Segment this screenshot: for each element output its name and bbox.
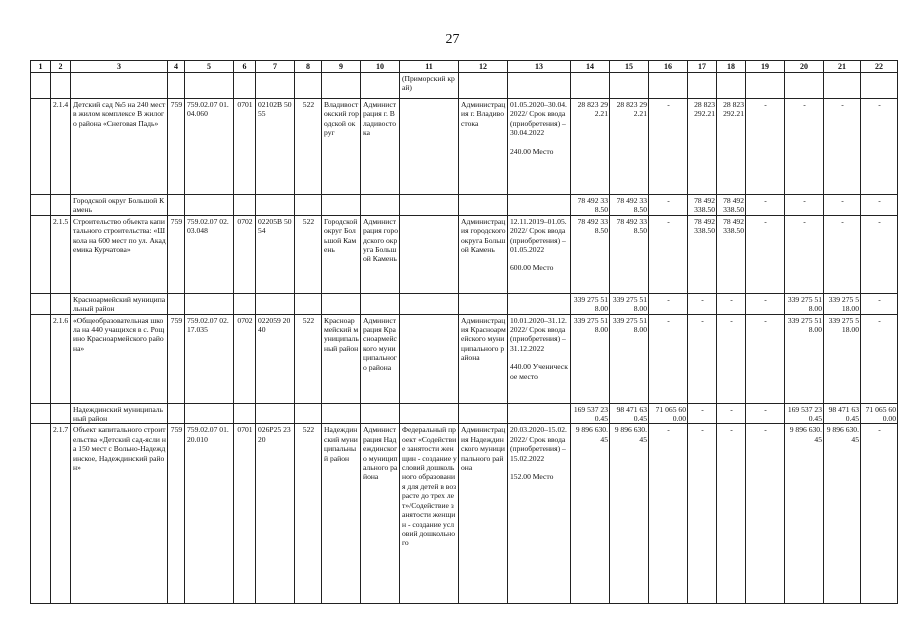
cell-col-6: 0702 [234,215,256,293]
cell-col-14: 9 896 630.45 [571,424,610,604]
cell-col-12 [459,73,508,99]
cell-col-16: - [649,99,688,195]
cell-col-11 [400,215,459,293]
table-row [31,99,898,195]
cell-col-12: Администрация г. Владивостока [459,99,508,195]
cell-col-10 [361,195,400,216]
cell-col-21: 9 896 630.45 [824,424,861,604]
capacity-text: 600.00 Место [510,263,554,273]
cell-col-21: 98 471 630.45 [824,403,861,424]
cell-col-22: 71 065 600.00 [861,403,898,424]
cell-col-21: 339 275 518.00 [824,314,861,403]
table-row [31,215,898,293]
cell-col-17 [688,73,717,99]
cell-col-20: 9 896 630.45 [785,424,824,604]
cell-col-20: 169 537 230.45 [785,403,824,424]
cell-col-19: - [746,403,785,424]
cell-col-3: «Общеобразовательная школа на 440 учащихся в с. Рощино Красноармейского района» [71,314,168,403]
cell-col-10: Администрация Красноармейского муниципального района [361,314,400,403]
column-number: 9 [322,61,361,73]
cell-col-17: - [688,293,717,314]
cell-col-9 [322,195,361,216]
cell-col-20: - [785,195,824,216]
cell-col-17: - [688,403,717,424]
column-number: 3 [71,61,168,73]
cell-col-3: Объект капитального строительства «Детский сад-ясли на 150 мест с Вольно-Надеждинское, Надеждинский район» [71,424,168,604]
cell-col-18: - [717,403,746,424]
cell-col-10 [361,403,400,424]
column-number: 13 [508,61,571,73]
cell-col-15: 78 492 338.50 [610,215,649,293]
cell-col-19 [746,73,785,99]
page-number: 27 [445,32,460,47]
cell-col-8: 522 [295,314,322,403]
cell-col-16: - [649,215,688,293]
column-number: 22 [861,61,898,73]
cell-col-8 [295,195,322,216]
cell-col-18 [717,73,746,99]
cell-col-18: - [717,293,746,314]
cell-col-9: Красноармейский муниципальный район [322,314,361,403]
cell-col-3: Детский сад №5 на 240 мест в жилом комплексе В жилого района «Снеговая Падь» [71,99,168,195]
column-number: 15 [610,61,649,73]
cell-col-7 [256,403,295,424]
cell-col-2 [51,403,71,424]
column-number: 10 [361,61,400,73]
cell-col-9 [322,403,361,424]
cell-col-14: 78 492 338.50 [571,215,610,293]
column-number: 8 [295,61,322,73]
cell-col-2 [51,73,71,99]
cell-col-7: 02205В 5054 [256,215,295,293]
cell-col-16: - [649,195,688,216]
cell-col-11 [400,314,459,403]
cell-col-11 [400,403,459,424]
column-number: 14 [571,61,610,73]
cell-col-6 [234,293,256,314]
column-number: 21 [824,61,861,73]
cell-col-1 [31,195,51,216]
table-row [31,424,898,604]
cell-col-21: - [824,99,861,195]
subtotal-row [31,195,898,216]
cell-col-2 [51,293,71,314]
cell-col-21 [824,73,861,99]
cell-col-14 [571,73,610,99]
cell-col-13 [508,314,571,403]
cell-col-8 [295,403,322,424]
cell-col-9: Городской округ Большой Камень [322,215,361,293]
continuation-row [31,73,898,99]
cell-col-21: - [824,195,861,216]
cell-col-16: - [649,424,688,604]
cell-col-4 [168,293,185,314]
cell-col-8: 522 [295,215,322,293]
cell-col-12 [459,293,508,314]
cell-col-12: Администрация городского округа Большой Камень [459,215,508,293]
cell-col-15: 9 896 630.45 [610,424,649,604]
cell-col-7: 022059 2040 [256,314,295,403]
cell-col-11: Федеральный проект «Содействие занятости женщин - создание условий дошкольного образования для детей в возрасте до трех лет»/Содействие занятости женщин - создание условий дошкольного [400,424,459,604]
column-number: 17 [688,61,717,73]
cell-col-2: 2.1.6 [51,314,71,403]
cell-col-3: Красноармейский муниципальный район [71,293,168,314]
cell-col-10 [361,293,400,314]
cell-col-21: 339 275 518.00 [824,293,861,314]
cell-col-12 [459,195,508,216]
column-number: 18 [717,61,746,73]
column-number: 6 [234,61,256,73]
cell-col-11 [400,99,459,195]
cell-col-5 [185,403,234,424]
cell-col-8 [295,73,322,99]
deadline-text: 10.01.2020–31.12.2022/ Срок ввода (приобретения) – 31.12.2022 [510,315,567,353]
cell-col-4: 759 [168,314,185,403]
column-number: 1 [31,61,51,73]
cell-col-19: - [746,99,785,195]
cell-col-14: 169 537 230.45 [571,403,610,424]
cell-col-5: 759.02.07 02.03.048 [185,215,234,293]
cell-col-2 [51,195,71,216]
cell-col-22: - [861,195,898,216]
cell-col-13 [508,99,571,195]
cell-col-15: 78 492 338.50 [610,195,649,216]
capacity-text: 240.00 Место [510,146,554,156]
cell-col-17: - [688,424,717,604]
cell-col-6: 0702 [234,314,256,403]
cell-col-22: - [861,99,898,195]
cell-col-3: Надеждинский муниципальный район [71,403,168,424]
cell-col-1 [31,293,51,314]
cell-col-22: - [861,424,898,604]
column-number-row [31,61,898,73]
cell-col-10: Администрация городского округа Большой Камень [361,215,400,293]
column-number: 4 [168,61,185,73]
cell-col-20: - [785,99,824,195]
cell-col-16 [649,73,688,99]
cell-col-6 [234,403,256,424]
cell-col-19: - [746,215,785,293]
cell-col-8: 522 [295,99,322,195]
cell-col-1 [31,403,51,424]
cell-col-19: - [746,314,785,403]
cell-col-9: Владивостокский городской округ [322,99,361,195]
cell-col-16: 71 065 600.00 [649,403,688,424]
cell-col-14: 28 823 292.21 [571,99,610,195]
cell-col-13 [508,403,571,424]
column-number: 12 [459,61,508,73]
cell-col-5: 759.02.07 01.04.060 [185,99,234,195]
cell-col-20: 339 275 518.00 [785,314,824,403]
cell-col-16: - [649,314,688,403]
cell-col-14: 78 492 338.50 [571,195,610,216]
cell-col-6 [234,73,256,99]
cell-col-7 [256,195,295,216]
cell-col-6 [234,195,256,216]
cell-col-14: 339 275 518.00 [571,293,610,314]
cell-col-17: 78 492 338.50 [688,215,717,293]
deadline-text: 01.05.2020–30.04.2022/ Срок ввода (приобретения) – 30.04.2022 [510,100,567,138]
cell-col-20: - [785,215,824,293]
cell-col-13 [508,424,571,604]
cell-col-13 [508,73,571,99]
cell-col-1 [31,215,51,293]
cell-col-10 [361,73,400,99]
table-row [31,314,898,403]
column-number: 11 [400,61,459,73]
cell-col-18: - [717,424,746,604]
cell-col-12 [459,403,508,424]
cell-col-13 [508,195,571,216]
cell-col-2: 2.1.5 [51,215,71,293]
cell-col-15: 339 275 518.00 [610,293,649,314]
cell-col-4 [168,73,185,99]
cell-col-21: - [824,215,861,293]
cell-col-2: 2.1.7 [51,424,71,604]
cell-col-7 [256,293,295,314]
column-number: 20 [785,61,824,73]
capacity-text: 440.00 Ученическое место [510,362,568,381]
cell-col-10: Администрация Надеждинского муниципального района [361,424,400,604]
cell-col-5: 759.02.07 01.20.010 [185,424,234,604]
cell-col-11: (Приморский край) [400,73,459,99]
cell-col-4 [168,195,185,216]
cell-col-17: 28 823 292.21 [688,99,717,195]
cell-col-4: 759 [168,424,185,604]
cell-col-14: 339 275 518.00 [571,314,610,403]
cell-col-4 [168,403,185,424]
cell-col-22: - [861,293,898,314]
subtotal-row [31,403,898,424]
column-number: 7 [256,61,295,73]
cell-col-5: 759.02.07 02.17.035 [185,314,234,403]
cell-col-9 [322,293,361,314]
cell-col-9 [322,73,361,99]
budget-table [30,60,898,604]
cell-col-20 [785,73,824,99]
cell-col-18: - [717,314,746,403]
cell-col-12: Администрация Красноармейского муниципального района [459,314,508,403]
column-number: 16 [649,61,688,73]
cell-col-12: Администрация Надеждинского муниципального района [459,424,508,604]
cell-col-22 [861,73,898,99]
cell-col-1 [31,73,51,99]
cell-col-22: - [861,314,898,403]
cell-col-18: 78 492 338.50 [717,195,746,216]
cell-col-5 [185,195,234,216]
cell-col-6: 0701 [234,99,256,195]
cell-col-7: 026P25 2320 [256,424,295,604]
cell-col-3 [71,73,168,99]
cell-col-13 [508,293,571,314]
cell-col-3: Городской округ Большой Камень [71,195,168,216]
cell-col-17: - [688,314,717,403]
column-number: 5 [185,61,234,73]
cell-col-19: - [746,424,785,604]
cell-col-15: 98 471 630.45 [610,403,649,424]
subtotal-row [31,293,898,314]
cell-col-9: Надеждинский муниципальный район [322,424,361,604]
cell-col-1 [31,314,51,403]
capacity-text: 152.00 Место [510,472,554,482]
cell-col-1 [31,99,51,195]
cell-col-8: 522 [295,424,322,604]
cell-col-18: 78 492 338.50 [717,215,746,293]
cell-col-15: 339 275 518.00 [610,314,649,403]
deadline-text: 12.11.2019–01.05.2022/ Срок ввода (приобретения) – 01.05.2022 [510,216,567,255]
deadline-text: 20.03.2020–15.02.2022/ Срок ввода (приобретения) – 15.02.2022 [510,425,567,463]
cell-col-15 [610,73,649,99]
cell-col-13 [508,215,571,293]
cell-col-3: Строительство объекта капитального строительства: «Школа на 600 мест по ул. Академика Курчатова» [71,215,168,293]
column-number: 2 [51,61,71,73]
cell-col-1 [31,424,51,604]
cell-col-6: 0701 [234,424,256,604]
cell-col-4: 759 [168,215,185,293]
cell-col-11 [400,293,459,314]
cell-col-20: 339 275 518.00 [785,293,824,314]
column-number: 19 [746,61,785,73]
cell-col-15: 28 823 292.21 [610,99,649,195]
cell-col-11 [400,195,459,216]
cell-col-17: 78 492 338.50 [688,195,717,216]
cell-col-19: - [746,293,785,314]
cell-col-5 [185,293,234,314]
cell-col-10: Администрация г. Владивостока [361,99,400,195]
cell-col-22: - [861,215,898,293]
cell-col-2: 2.1.4 [51,99,71,195]
cell-col-4: 759 [168,99,185,195]
cell-col-7 [256,73,295,99]
cell-col-7: 02102В 5055 [256,99,295,195]
cell-col-18: 28 823 292.21 [717,99,746,195]
cell-col-16: - [649,293,688,314]
cell-col-19: - [746,195,785,216]
cell-col-8 [295,293,322,314]
cell-col-5 [185,73,234,99]
